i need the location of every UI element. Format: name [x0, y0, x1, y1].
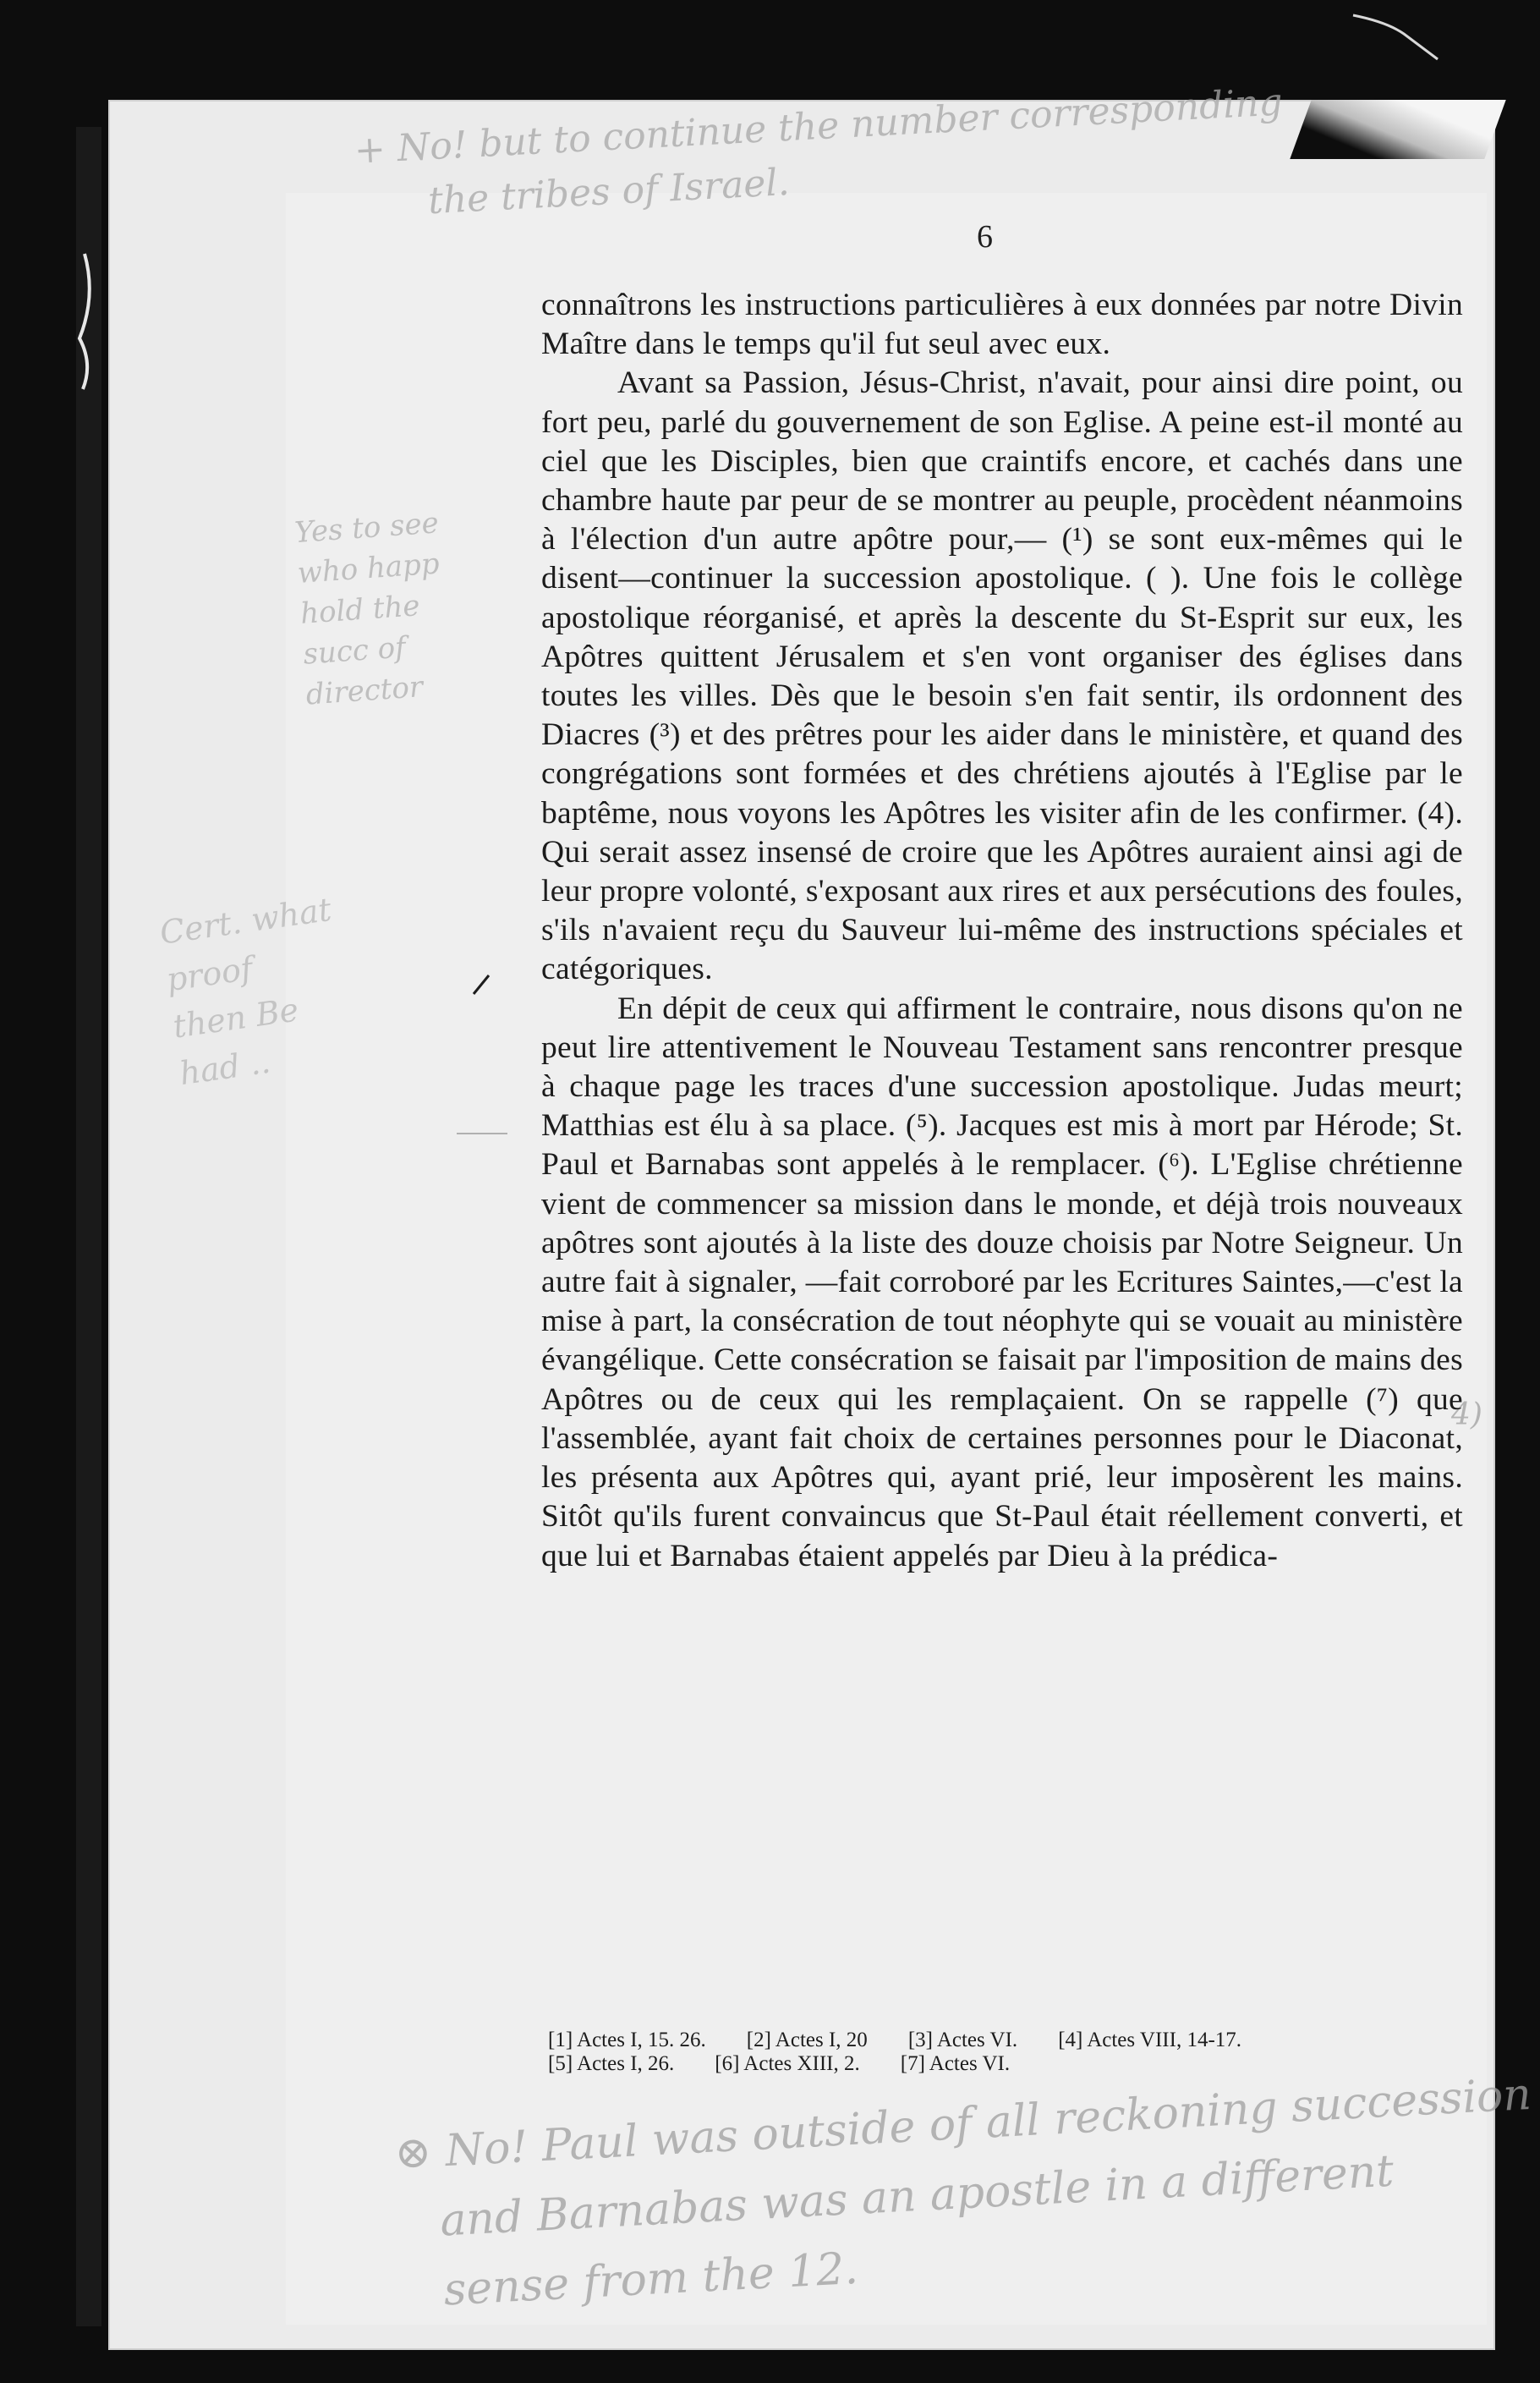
handwritten-note-left-lower: Cert. what proof then Be had ..: [157, 890, 334, 1093]
paragraph-passion: Avant sa Passion, Jésus-Christ, n'avait, pour ainsi dire point, ou fort peu, parlé du gouvernement de son Eglise. A peine est-il monté au ciel que les Disciples, bien que craintifs encore, et cachés dans une chambre haute par peur de se montrer au peuple, procèdent néanmoins à l'élection d'un autre apôtre pour,— (¹) se sont eux-mêmes qui le disent—continuer la succession apostolique. ( ). Une fois le collège apostolique réorganisé, et après la descente du St-Esprit sur eux, les Apôtres quittent Jérusalem et s'en vont organiser des églises dans toutes les villes. Dès que le besoin s'en fait sentir, ils ordonnent des Diacres (³) et des prêtres pour les aider dans le ministère, et quand des congrégations sont formées et des chrétiens ajoutés à l'Eglise par le baptême, nous voyons les Apôtres les visiter afin de les confirmer. (4). Qui serait assez insensé de croire que les Apôtres auraient ainsi agi de leur propre volonté, s'exposant aux rires et aux persécutions des foules, s'ils n'avaient reçu du Sauveur lui-même des instructions spéciales et catégoriques.: [541, 365, 1463, 987]
handwritten-note-top: + No! but to continue the number corresponding the tribes of Israel.: [353, 80, 1284, 227]
footnote-2: [2] Actes I, 20: [746, 2029, 868, 2051]
footnote-3: [3] Actes VI.: [907, 2029, 1018, 2051]
handwritten-note-left-upper: Yes to see who happ hold the succ of director: [293, 506, 441, 712]
pencil-tick-mark: [474, 975, 489, 994]
paragraph-succession: En dépit de ceux qui affirment le contraire, nous disons qu'on ne peut lire attentivement le Nouveau Testament sans rencontrer presque à chaque page les traces d'une succession apostolique. Judas meurt; Matthias est élu à sa place. (⁵). Jacques est mis à mort par Hérode; St. Paul et Barnabas sont appelés à le remplacer. (⁶). L'Eglise chrétienne vient de commencer sa mission dans le monde, et déjà trois nouveaux apôtres sont ajoutés à la liste des douze choisis par Notre Seigneur. Un autre fait à signaler, —fait corroboré par les Ecritures Saintes,—c'est la mise à part, la consécration de tout néophyte qui se vouait au ministère évangélique. Cette consécration se faisait par l'imposition de mains des Apôtres ou de ceux qui les remplaçaient. On se rappelle (⁷) que l'assemblée, ayant fait choix de certaines personnes pour le Diaconat, les présenta aux Apôtres qui, ayant prié, leur imposèrent les mains. Sitôt qu'ils furent convaincus que St-Paul était réellement converti, et que lui et Barnabas étaient appelés par Dieu à la prédica-: [541, 991, 1463, 1573]
footnote-7: [7] Actes VI.: [900, 2052, 1011, 2075]
binding-thread-mark: [79, 254, 90, 389]
torn-corner-mark: [1353, 15, 1438, 59]
paragraph-continued: connaîtrons les instructions particulières à eux données par notre Divin Maître dans le temps qu'il fut seul avec eux.: [541, 288, 1463, 362]
footnote-4: [4] Actes VIII, 14-17.: [1058, 2029, 1242, 2051]
footnote-5: [5] Actes I, 26.: [548, 2052, 675, 2075]
handwritten-note-right-margin: 4): [1451, 1397, 1482, 1432]
footnote-1: [1] Actes I, 15. 26.: [548, 2029, 706, 2051]
footnote-6: [6] Actes XIII, 2.: [715, 2052, 860, 2075]
handwritten-note-bottom: ⊗ No! Paul was outside of all reckoning succession and Barnabas was an apostle in a different sense from the 12.: [393, 2068, 1533, 2319]
page-number: 6: [977, 219, 993, 255]
